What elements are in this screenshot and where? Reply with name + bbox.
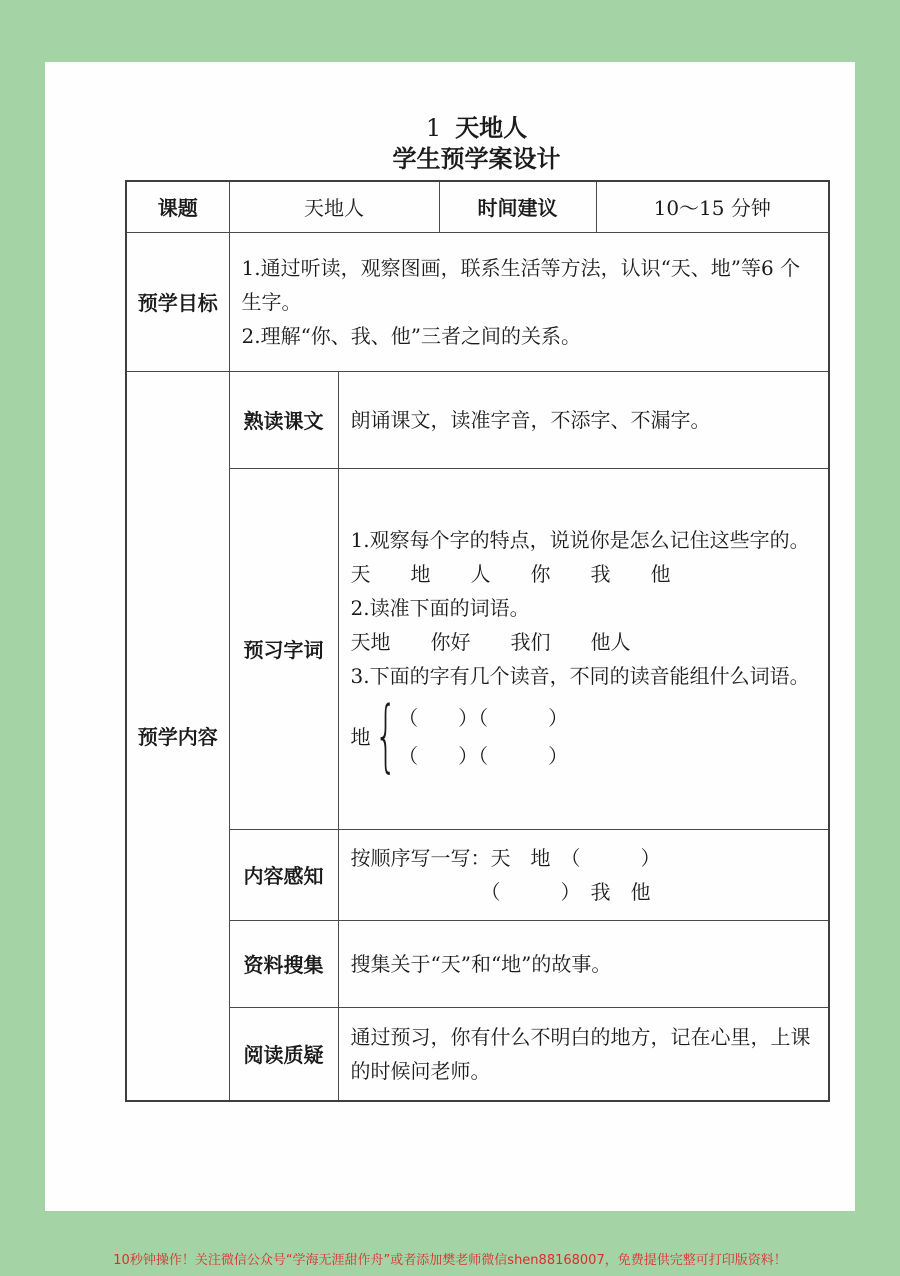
perception-line-1: 按顺序写一写：天 地 （ ） xyxy=(350,845,661,870)
table-row-read-aloud xyxy=(126,371,829,468)
prestudy-table xyxy=(125,180,830,1102)
cell-time-value: 10～15 分钟 xyxy=(596,181,829,233)
perception-line-2: （ ） 我 他 xyxy=(350,879,651,904)
polyphone-character: 地 xyxy=(350,724,371,749)
cell-topic-label: 课题 xyxy=(126,181,229,233)
title-block xyxy=(125,114,828,174)
table-row-topic xyxy=(126,181,829,233)
table-row-perception xyxy=(126,829,829,920)
cell-topic-value: 天地人 xyxy=(229,181,439,233)
cell-time-label: 时间建议 xyxy=(439,181,596,233)
table-row-goals xyxy=(126,232,829,371)
lesson-title: 天地人 xyxy=(455,114,528,142)
answer-blank-row-1: （ ）（ ） xyxy=(398,705,569,730)
cell-goals-content xyxy=(229,232,829,371)
answer-blank-row-2: （ ）（ ） xyxy=(398,743,569,768)
brace-icon: { xyxy=(374,691,397,782)
answer-blanks xyxy=(398,699,568,775)
cell-questions-content: 通过预习，你有什么不明白的地方，记在心里，上课的时候问老师。 xyxy=(338,1007,829,1101)
lesson-number: 1 xyxy=(425,114,442,142)
cell-vocab-content xyxy=(338,468,829,829)
cell-goals-label: 预学目标 xyxy=(126,232,229,371)
table-row-research xyxy=(126,920,829,1007)
cell-perception-label: 内容感知 xyxy=(229,829,338,920)
page-subtitle: 学生预学案设计 xyxy=(392,144,561,173)
vocab-item-2: 2.读准下面的词语。 xyxy=(350,595,530,620)
goal-item-1: 1.通过听读，观察图画，联系生活等方法，认识“天、地”等6 个生字。 xyxy=(241,255,801,314)
polyphone-exercise xyxy=(350,691,817,782)
cell-perception-content xyxy=(338,829,829,920)
cell-research-label: 资料搜集 xyxy=(229,920,338,1007)
cell-content-section-label: 预学内容 xyxy=(126,371,229,1101)
goal-item-2: 2.理解“你、我、他”三者之间的关系。 xyxy=(241,323,582,348)
worksheet-page xyxy=(45,62,855,1211)
cell-read-aloud-label: 熟读课文 xyxy=(229,371,338,468)
vocab-words: 天地 你好 我们 他人 xyxy=(350,629,631,654)
cell-vocab-label: 预习字词 xyxy=(229,468,338,829)
cell-research-content: 搜集关于“天”和“地”的故事。 xyxy=(338,920,829,1007)
cell-read-aloud-content: 朗诵课文，读准字音，不添字、不漏字。 xyxy=(338,371,829,468)
promo-banner: 10秒钟操作！关注微信公众号“学海无涯甜作舟”或者添加樊老师微信shen88168007，免费提供完整可打印版资料！ xyxy=(113,1253,787,1268)
table-row-questions xyxy=(126,1007,829,1101)
page-title xyxy=(125,114,828,143)
vocab-item-1: 1.观察每个字的特点，说说你是怎么记住这些字的。 xyxy=(350,527,810,552)
table-row-vocab xyxy=(126,468,829,829)
cell-questions-label: 阅读质疑 xyxy=(229,1007,338,1101)
vocab-item-3: 3.下面的字有几个读音，不同的读音能组什么词语。 xyxy=(350,663,810,688)
vocab-characters: 天 地 人 你 我 他 xyxy=(350,561,671,586)
